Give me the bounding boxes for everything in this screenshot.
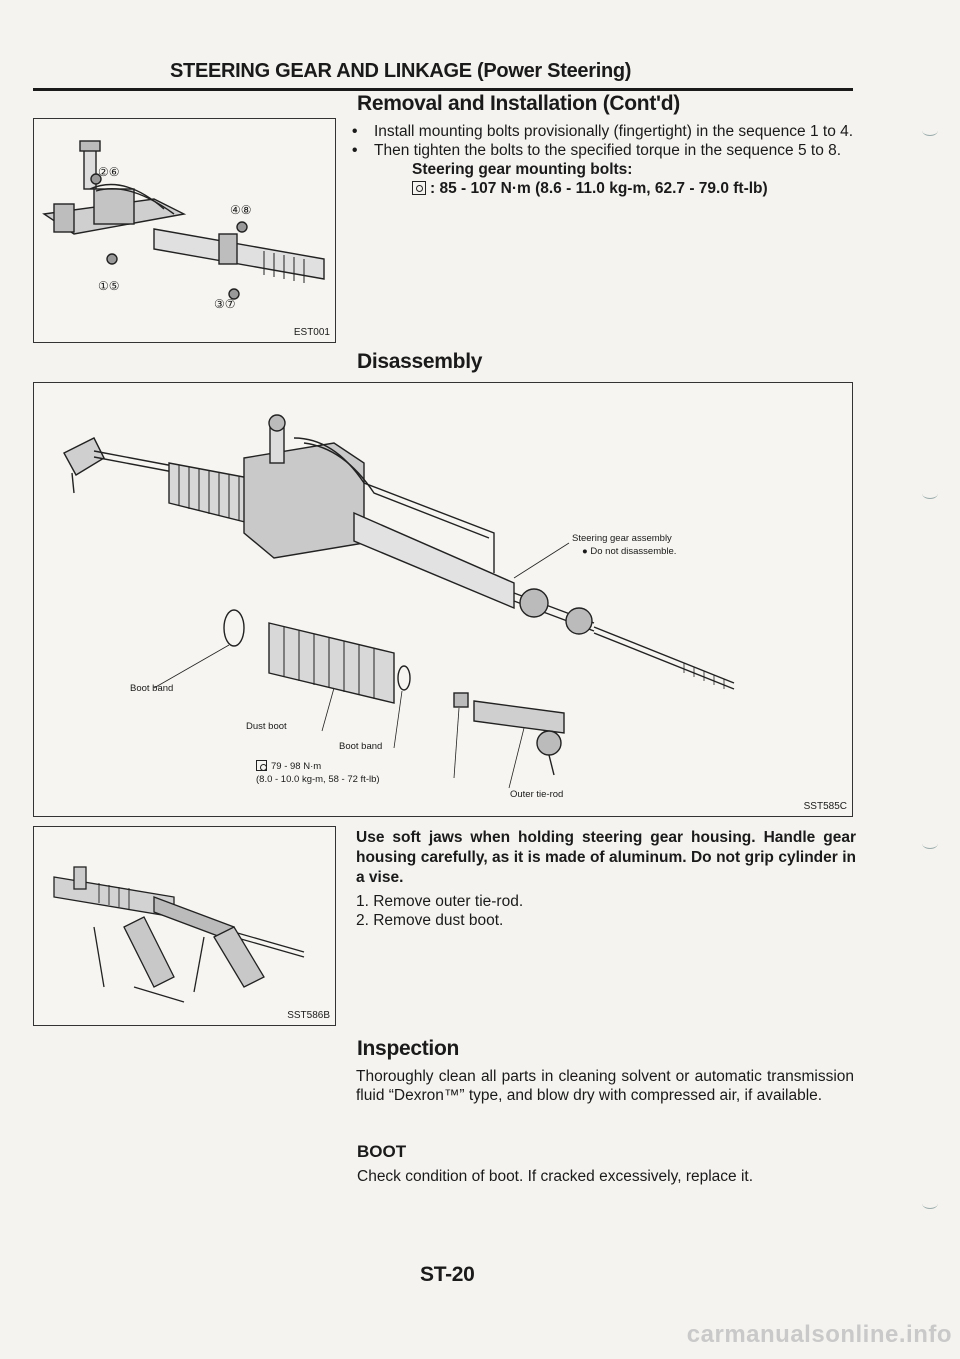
torque-wrench-icon <box>412 181 426 195</box>
margin-mark <box>922 1198 938 1209</box>
margin-mark <box>922 125 938 136</box>
torque-wrench-icon <box>256 760 267 771</box>
boot-title: BOOT <box>357 1142 407 1161</box>
figure-sst586b <box>33 826 336 1026</box>
label-torque-2: (8.0 - 10.0 kg-m, 58 - 72 ft-lb) <box>256 774 380 785</box>
removal-title: Removal and Installation (Cont'd) <box>357 92 680 115</box>
figure-code-585c: SST585C <box>803 801 847 812</box>
step-1: 1. Remove outer tie-rod. <box>356 893 524 910</box>
removal-body <box>352 122 854 198</box>
inspection-title: Inspection <box>357 1037 460 1060</box>
inspection-text: Thoroughly clean all parts in cleaning solvent or automatic transmission fluid “Dexron™” type, and blow dry with compressed air, if available. <box>356 1068 854 1104</box>
torque-value-1: 79 - 98 N·m <box>271 761 322 772</box>
callout-4-8: ④⑧ <box>230 203 252 217</box>
callout-2-6: ②⑥ <box>98 165 120 179</box>
callout-3-7: ③⑦ <box>214 297 236 311</box>
margin-mark <box>922 488 938 499</box>
margin-mark <box>922 838 938 849</box>
label-boot-band-2: Boot band <box>339 741 383 752</box>
step-2: 2. Remove dust boot. <box>356 912 504 929</box>
figure-est001 <box>33 118 336 343</box>
steering-gear-exploded-view <box>34 383 851 815</box>
header-rule <box>33 88 853 91</box>
callout-1-5: ①⑤ <box>98 279 120 293</box>
steering-gear-in-vise-illustration <box>34 827 334 1023</box>
page-number: ST-20 <box>420 1263 475 1286</box>
watermark: carmanualsonline.info <box>686 1321 952 1348</box>
label-outer-tie-rod: Outer tie-rod <box>510 789 564 800</box>
disassembly-title: Disassembly <box>357 350 483 373</box>
spec-line <box>352 179 854 198</box>
page-header: STEERING GEAR AND LINKAGE (Power Steering) <box>170 60 632 82</box>
label-steering-gear: Steering gear assembly <box>572 533 672 544</box>
spec-value: : 85 - 107 N·m (8.6 - 11.0 kg-m, 62.7 - 79.0 ft-lb) <box>430 180 768 197</box>
label-torque-1 <box>256 760 321 772</box>
figure-sst585c <box>33 382 853 817</box>
figure-code-586b: SST586B <box>287 1010 330 1021</box>
label-do-not-disassemble: ● Do not disassemble. <box>582 546 677 557</box>
label-boot-band-1: Boot band <box>130 683 174 694</box>
caution-text: Use soft jaws when holding steering gear housing. Handle gear housing carefully, as it is made of aluminum. Do not grip cylinder in a vise. <box>356 829 856 886</box>
removal-bullet-2: • Then tighten the bolts to the specified torque in the sequence 5 to 8. <box>352 141 854 160</box>
label-dust-boot: Dust boot <box>246 721 287 732</box>
figure-code: EST001 <box>293 327 330 338</box>
steering-gear-mounting-illustration <box>34 119 334 341</box>
removal-bullet-1: • Install mounting bolts provisionally (fingertight) in the sequence 1 to 4. <box>352 122 854 141</box>
spec-title: Steering gear mounting bolts: <box>412 161 633 178</box>
boot-text: Check condition of boot. If cracked excessively, replace it. <box>357 1168 754 1185</box>
disassembly-body <box>356 828 856 930</box>
